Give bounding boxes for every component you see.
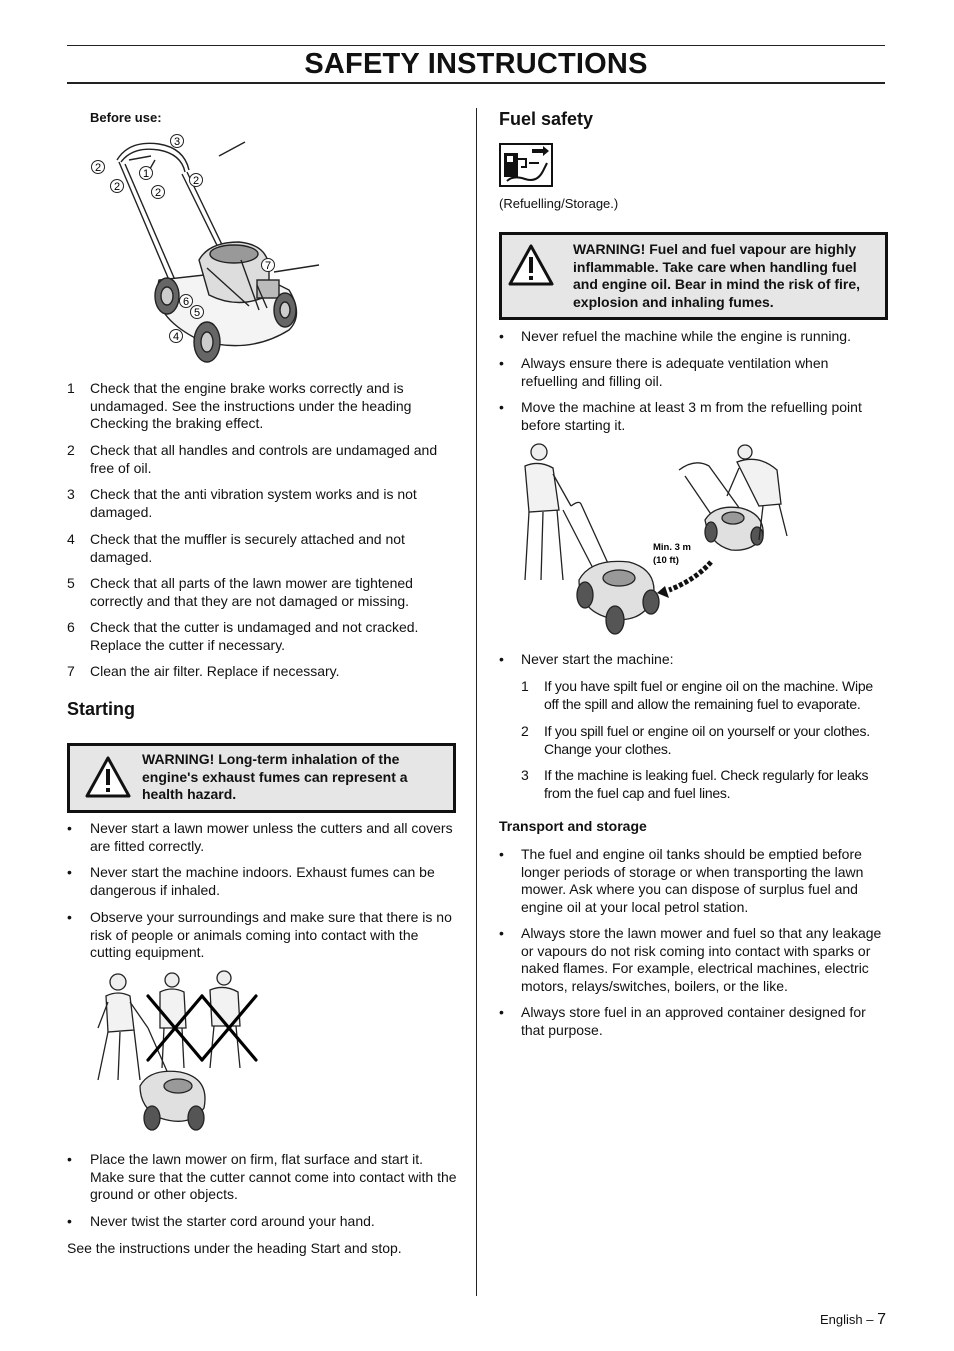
bullet-item [499, 925, 887, 995]
item-number: 5 [67, 575, 75, 591]
bullet-item [67, 864, 457, 899]
distance-label: Min. 3 m [653, 542, 692, 553]
item-number: 6 [67, 619, 75, 635]
curved-arrow-icon [657, 562, 711, 598]
before-use-heading: Before use: [90, 110, 162, 125]
callout-3 [171, 135, 184, 149]
bullet-text: Never refuel the machine while the engine is running. [521, 328, 851, 344]
callout-label: 7 [264, 260, 272, 272]
callout-label: 2 [192, 175, 200, 187]
warning-triangle-icon [84, 755, 132, 799]
footer-dash: – [866, 1312, 874, 1327]
bullet: • [499, 1004, 504, 1020]
callout-5 [191, 306, 204, 320]
callout-2b [111, 180, 124, 194]
bullet: • [67, 1213, 72, 1229]
callout-label: 2 [113, 181, 121, 193]
item-number: 4 [67, 531, 75, 547]
item-number: 1 [521, 678, 529, 694]
bullet-item [499, 399, 887, 434]
bullet: • [499, 399, 504, 415]
bullet: • [499, 328, 504, 344]
bullet-text: Place the lawn mower on firm, flat surface and start it. Make sure that the cutter cannot come into contact with the ground or other objects. [90, 1151, 457, 1202]
bullet: • [499, 846, 504, 862]
warning-text: WARNING! Long-term inhalation of the engine's exhaust fumes can represent a health hazard. [142, 751, 408, 802]
item-number: 1 [67, 380, 75, 396]
warning-triangle-icon [507, 243, 555, 287]
bullet-item [499, 1004, 887, 1039]
item-text: Check that the anti vibration system works and is not damaged. [90, 486, 417, 520]
bullet-text: Never twist the starter cord around your hand. [90, 1213, 375, 1229]
callout-label: 5 [193, 307, 201, 319]
bullet: • [67, 909, 72, 925]
item-text: Check that the engine brake works correctly and is undamaged. See the instructions under the heading Checking the braking effect. [90, 380, 412, 431]
item-number: 2 [67, 442, 75, 458]
callout-7 [262, 259, 275, 273]
list-item [521, 767, 887, 802]
bullet-item [67, 1151, 457, 1204]
callout-1 [140, 167, 153, 181]
bullet-item [499, 846, 887, 916]
list-item [67, 575, 457, 610]
callout-2c [152, 186, 165, 200]
bullet: • [499, 925, 504, 941]
page-footer [820, 1311, 886, 1329]
starting-warning-box [67, 743, 456, 813]
callout-label: 2 [154, 187, 162, 199]
list-item [521, 678, 887, 713]
callout-label: 6 [182, 296, 190, 308]
bullet-item [67, 820, 457, 855]
page-number: 7 [877, 1311, 886, 1328]
bullet-text: Never start a lawn mower unless the cutters and all covers are fitted correctly. [90, 820, 453, 854]
item-number: 3 [67, 486, 75, 502]
warning-text: WARNING! Fuel and fuel vapour are highly inflammable. Take care when handling fuel and engine oil. Bear in mind the risk of fire, explosion and inhaling fumes. [573, 241, 861, 310]
bullet: • [67, 1151, 72, 1167]
item-text: Clean the air filter. Replace if necessary. [90, 663, 340, 679]
fuel-safety-heading: Fuel safety [499, 109, 594, 129]
bullet-item [499, 328, 887, 346]
fuel-warning-box [499, 232, 888, 320]
callout-label: 4 [172, 331, 180, 343]
list-item [67, 442, 457, 477]
callout-label: 2 [94, 162, 102, 174]
distance-label-ft: (10 ft) [653, 555, 679, 566]
header-bar [67, 45, 885, 84]
bullet: • [67, 820, 72, 836]
list-item [67, 486, 457, 521]
bullet-text: Move the machine at least 3 m from the refuelling point before starting it. [521, 399, 862, 433]
bullet-item [499, 355, 887, 390]
bullet-text: Always store fuel in an approved container designed for that purpose. [521, 1004, 866, 1038]
starting-heading: Starting [67, 699, 136, 719]
item-number: 7 [67, 663, 75, 679]
item-text: If you spill fuel or engine oil on yourself or your clothes. Change your clothes. [544, 723, 870, 757]
see-instructions-text: See the instructions under the heading Start and stop. [67, 1240, 402, 1256]
item-text: Check that the cutter is undamaged and not cracked. Replace the cutter if necessary. [90, 619, 419, 653]
bullet: • [499, 355, 504, 371]
bullet-item [67, 1213, 457, 1231]
callout-6 [180, 295, 193, 309]
item-number: 2 [521, 723, 529, 739]
page-title: SAFETY INSTRUCTIONS [304, 48, 648, 80]
list-item [67, 619, 457, 654]
transport-heading: Transport and storage [499, 818, 647, 834]
item-number: 3 [521, 767, 529, 783]
bullet-item [499, 651, 887, 669]
refuel-distance-figure [519, 440, 794, 638]
list-item [67, 380, 457, 433]
item-text: Check that all parts of the lawn mower are tightened correctly and that they are not damaged or missing. [90, 575, 413, 609]
bullet-text: Never start the machine indoors. Exhaust fumes can be dangerous if inhaled. [90, 864, 435, 898]
column-divider [476, 108, 477, 1296]
callout-label: 3 [173, 136, 181, 148]
callout-4 [170, 330, 183, 344]
item-text: Check that the muffler is securely attached and not damaged. [90, 531, 405, 565]
callout-2d [190, 174, 203, 188]
bystanders-figure [90, 968, 270, 1140]
refuelling-storage-icon [499, 143, 553, 187]
item-text: If the machine is leaking fuel. Check regularly for leaks from the fuel cap and fuel lines. [544, 767, 869, 801]
list-item [521, 723, 887, 758]
item-text: If you have spilt fuel or engine oil on the machine. Wipe off the spill and allow the remaining fuel to evaporate. [544, 678, 873, 712]
item-text: Check that all handles and controls are undamaged and free of oil. [90, 442, 438, 476]
bullet-text: Never start the machine: [521, 651, 674, 667]
lawn-mower-figure [89, 130, 329, 370]
bullet-text: Always ensure there is adequate ventilation when refuelling and filling oil. [521, 355, 829, 389]
bullet-text: Observe your surroundings and make sure that there is no risk of people or animals coming into contact with the cutting equipment. [90, 909, 452, 960]
bullet-text: Always store the lawn mower and fuel so that any leakage or vapours do not risk coming into contact with sparks or naked flames. For example, electrical machines, electric motors, relays/switches, boilers, or the like. [521, 925, 882, 994]
bullet: • [499, 651, 504, 667]
list-item [67, 663, 457, 681]
footer-language: English [819, 1312, 863, 1327]
bullet: • [67, 864, 72, 880]
callout-label: 1 [142, 168, 150, 180]
bullet-text: The fuel and engine oil tanks should be emptied before longer periods of storage or when transporting the lawn mower. Ask where you can dispose of surplus fuel and engine oil at your local petrol station. [521, 846, 864, 915]
bullet-item [67, 909, 457, 962]
list-item [67, 531, 457, 566]
callout-2a [92, 161, 105, 175]
refuel-caption: (Refuelling/Storage.) [499, 196, 619, 211]
